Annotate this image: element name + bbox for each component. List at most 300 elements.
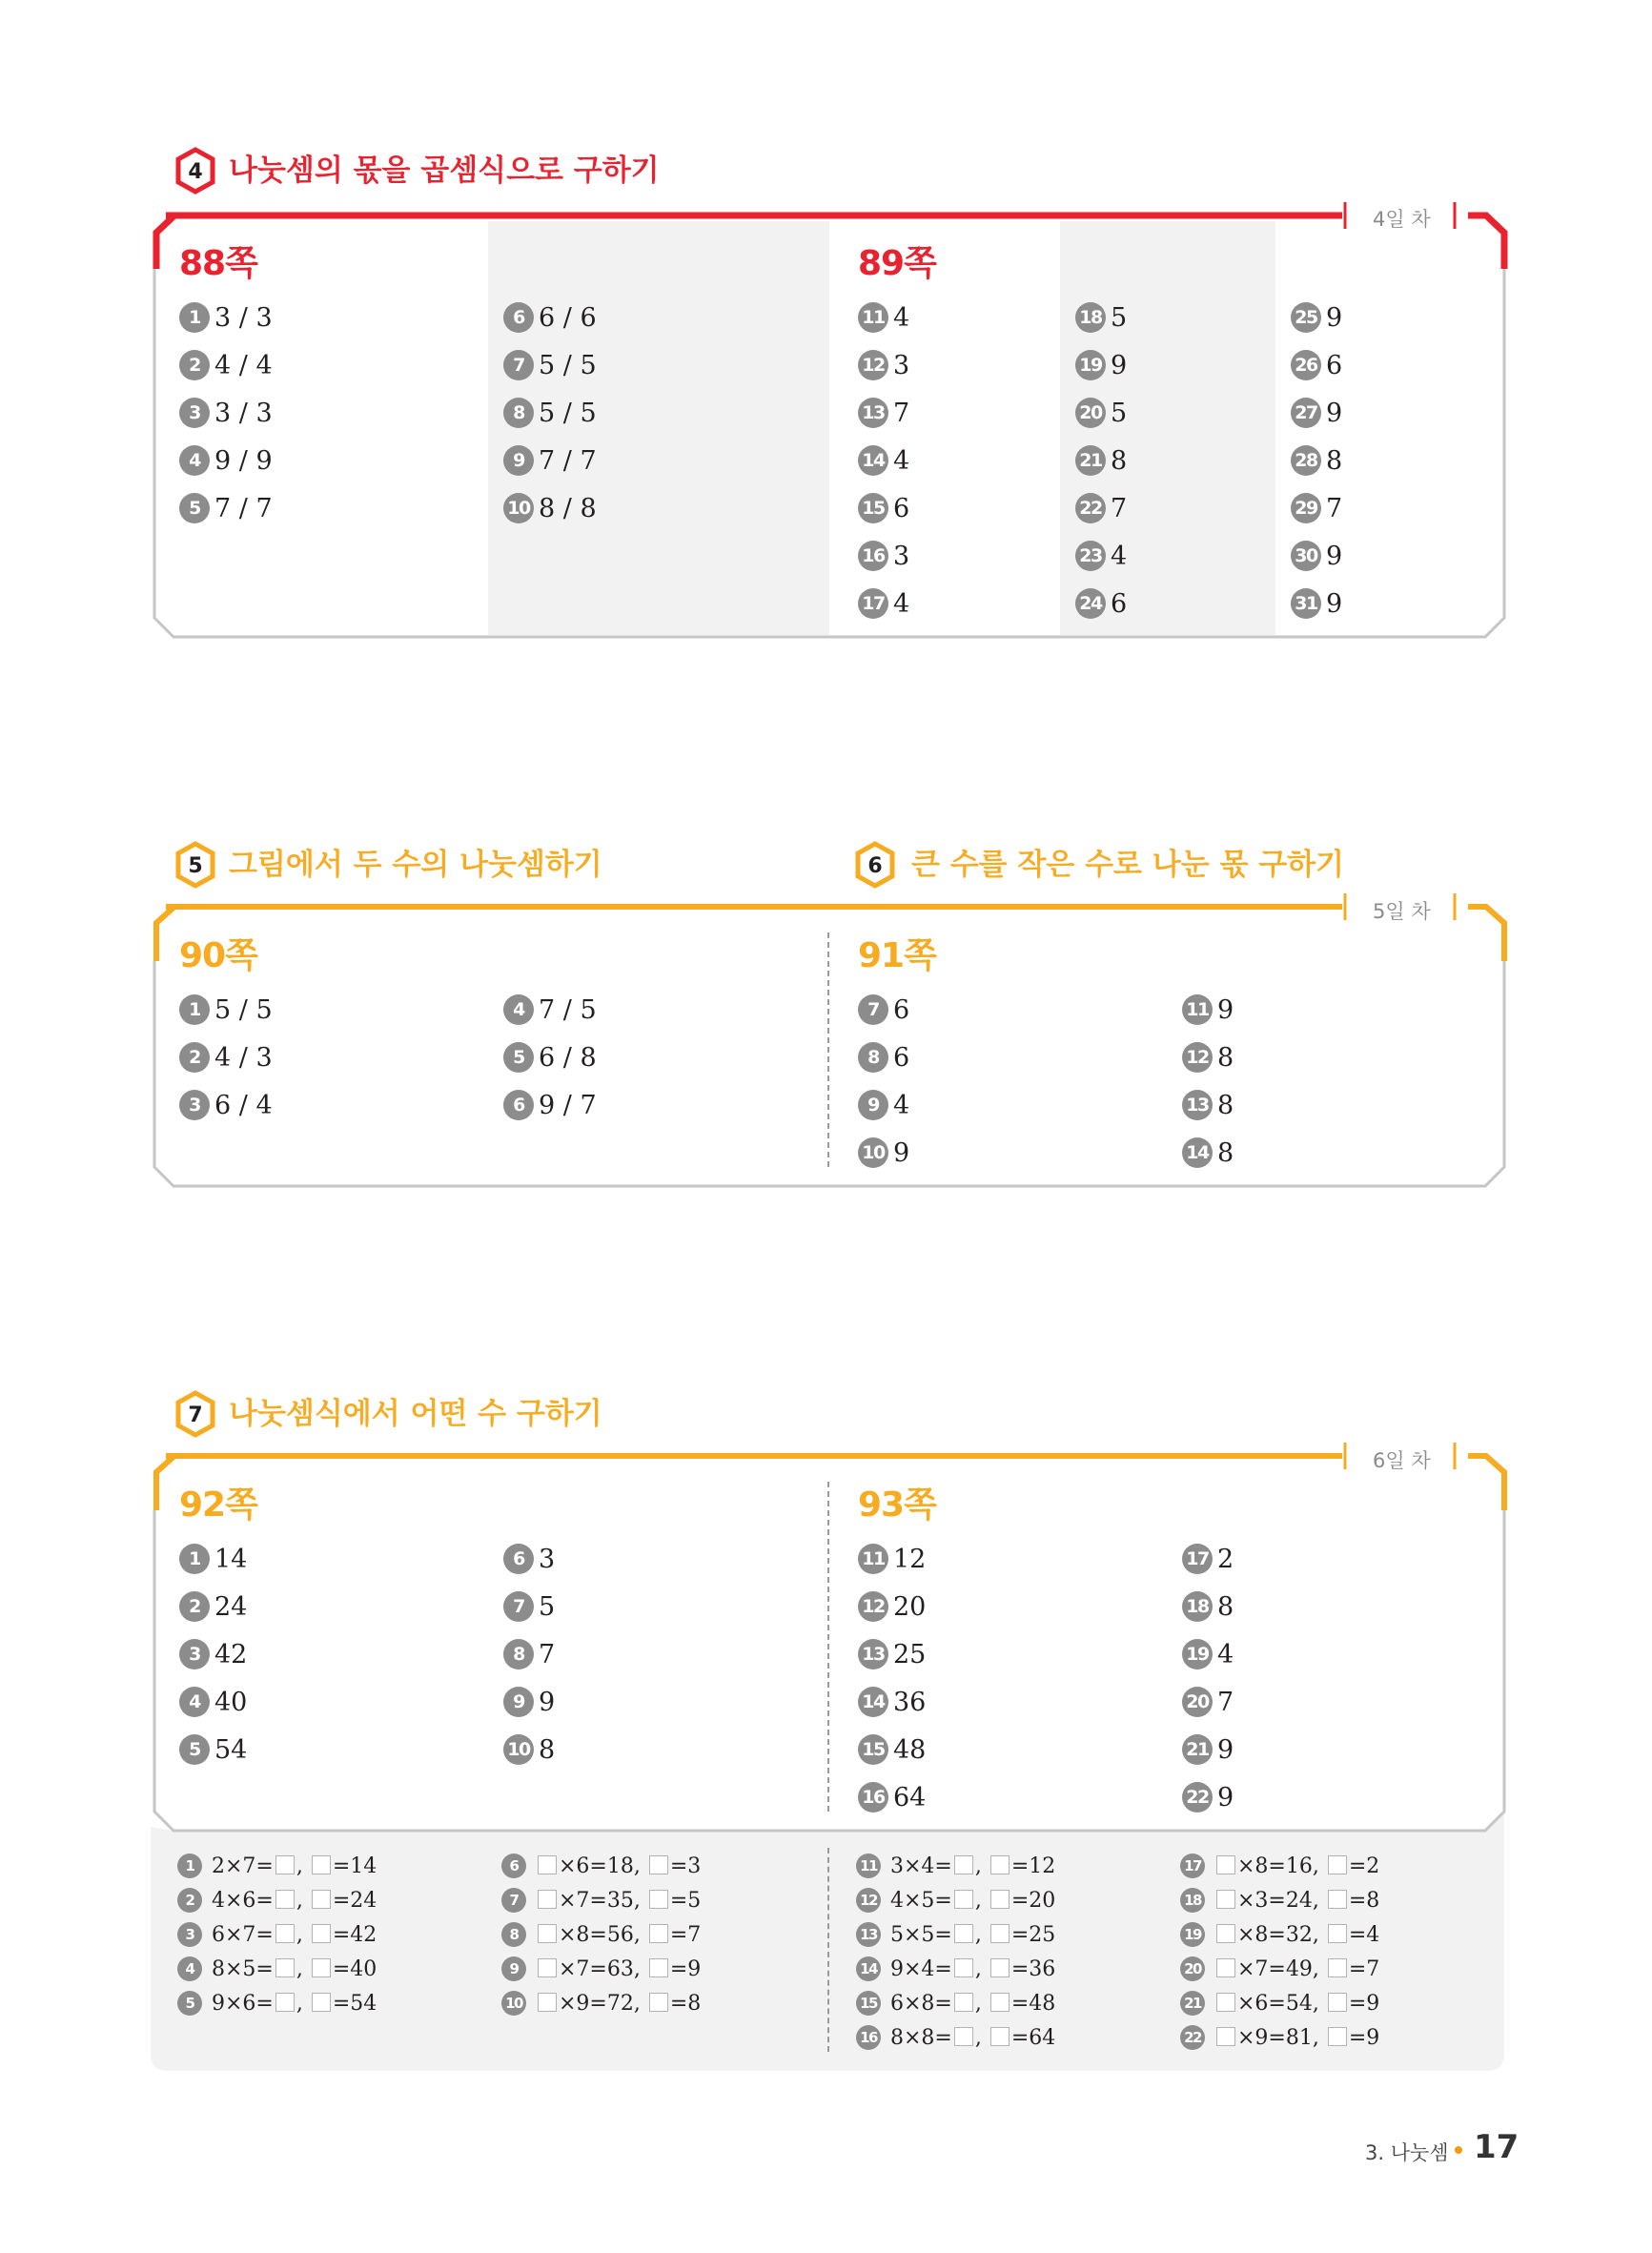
answer-item: [858, 347, 909, 385]
answer-text: 8: [1217, 1138, 1234, 1168]
answer-text: 5: [1111, 303, 1128, 333]
number-badge: 7: [501, 1888, 526, 1913]
section7-number-badge: [174, 1390, 216, 1438]
answer-text: =64: [1010, 2026, 1056, 2050]
blank-box: [1216, 1855, 1235, 1874]
answer-item: [1182, 1135, 1234, 1173]
solution-item: [501, 1953, 701, 1987]
solution-item: [501, 1850, 701, 1884]
section4-day-label: 4일 차: [1373, 208, 1431, 231]
answer-text: 9×6=: [212, 1992, 274, 2016]
answer-item: [503, 1636, 555, 1674]
answer-text: 6: [1111, 589, 1128, 619]
solution-item: [856, 1953, 1055, 1987]
answer-text: 9: [893, 1138, 910, 1168]
answer-text: 9: [1217, 995, 1234, 1025]
answer-item: [179, 1039, 273, 1077]
number-badge: 13: [856, 1922, 881, 1947]
answer-text: 5 / 5: [539, 351, 597, 380]
answer-item: [1182, 1087, 1234, 1125]
number-badge: 6: [503, 1090, 534, 1120]
answer-item: [1075, 538, 1127, 576]
answer-text: 6×7=: [212, 1923, 274, 1947]
answer-text: 9 / 9: [214, 446, 273, 476]
blank-box: [1216, 2027, 1235, 2046]
solution-item: [177, 1884, 377, 1918]
blank-box: [1328, 1993, 1347, 2012]
number-badge: 28: [1291, 445, 1321, 476]
blank-box: [954, 1958, 973, 1977]
answer-text: ×9=72,: [559, 1992, 647, 2016]
answer-item: [503, 490, 597, 528]
answer-item: [858, 1684, 926, 1722]
number-badge: 21: [1075, 445, 1106, 476]
answer-text: ×7=49,: [1237, 1957, 1326, 1981]
answer-text: =8: [1348, 1889, 1380, 1913]
number-badge: 11: [858, 302, 888, 333]
footer-dot: [1455, 2146, 1462, 2154]
answer-text: ×6=54,: [1237, 1992, 1326, 2016]
answer-text: =48: [1010, 1992, 1056, 2016]
number-badge: 5: [179, 1734, 210, 1765]
blank-box: [990, 1855, 1010, 1874]
number-badge: 7: [503, 350, 534, 380]
answer-text: 4: [893, 589, 910, 619]
number-badge: 1: [179, 302, 210, 333]
answer-item: [858, 490, 909, 528]
answer-item: [858, 395, 909, 433]
answer-text: 9: [1326, 542, 1343, 571]
answer-item: [1291, 585, 1342, 624]
answer-item: [179, 299, 273, 338]
number-badge: 12: [858, 1591, 888, 1622]
answer-text: =42: [332, 1923, 377, 1947]
answer-text: 5 / 5: [539, 399, 597, 428]
answer-text: 3 / 3: [214, 399, 273, 428]
answer-text: 8×5=: [212, 1957, 274, 1981]
answer-text: 5: [1111, 399, 1128, 428]
answer-text: ×8=56,: [559, 1923, 647, 1947]
answer-item: [858, 1779, 926, 1817]
answer-text: 9: [1111, 351, 1128, 380]
answer-item: [1182, 1731, 1234, 1770]
blank-box: [312, 1890, 331, 1909]
answer-item: [858, 1731, 926, 1770]
answer-text: =7: [669, 1923, 702, 1947]
answer-item: [179, 395, 273, 433]
answer-item: [1075, 585, 1127, 624]
answer-item: [858, 1636, 926, 1674]
page-90-label: 90쪽: [179, 936, 257, 975]
blank-box: [538, 1855, 557, 1874]
answer-text: ,: [974, 1854, 989, 1878]
answer-item: [1182, 992, 1234, 1030]
blank-box: [649, 1958, 668, 1977]
answer-text: 4: [893, 446, 910, 476]
answer-item: [1182, 1684, 1234, 1722]
blank-box: [1328, 1855, 1347, 1874]
answer-text: 5: [539, 1592, 556, 1622]
number-badge: 2: [179, 1591, 210, 1622]
answer-text: 7 / 7: [539, 446, 597, 476]
section7-day-label: 6일 차: [1373, 1449, 1431, 1472]
answer-text: 4: [1111, 542, 1128, 571]
number-badge: 4: [177, 1956, 202, 1981]
answer-text: ,: [296, 1889, 310, 1913]
number-badge: 12: [858, 350, 888, 380]
blank-box: [275, 1958, 295, 1977]
answer-item: [503, 1087, 597, 1125]
section4-number-badge: [174, 147, 216, 195]
answer-text: 14: [214, 1545, 248, 1574]
answer-item: [1291, 538, 1342, 576]
number-badge: 25: [1291, 302, 1321, 333]
answer-text: 4×6=: [212, 1889, 274, 1913]
answer-text: 8×8=: [890, 2026, 952, 2050]
answer-text: 4: [893, 1091, 910, 1120]
answer-text: ×6=18,: [559, 1854, 647, 1878]
answer-text: ,: [974, 1889, 989, 1913]
answer-item: [179, 1541, 247, 1579]
number-badge: 3: [179, 1639, 210, 1669]
answer-text: 6: [893, 1043, 910, 1073]
blank-box: [954, 1924, 973, 1943]
blank-box: [1328, 1924, 1347, 1943]
number-badge: 7: [858, 994, 888, 1025]
number-badge: 4: [179, 1687, 210, 1717]
number-badge: 10: [858, 1137, 888, 1168]
answer-item: [1182, 1541, 1234, 1579]
solution-item: [177, 1850, 377, 1884]
number-badge: 16: [856, 2025, 881, 2050]
answer-item: [1182, 1039, 1234, 1077]
number-badge: 4: [503, 994, 534, 1025]
answer-text: 3 / 3: [214, 303, 273, 333]
number-badge: 13: [858, 398, 888, 428]
number-badge: 13: [1182, 1090, 1213, 1120]
blank-box: [990, 1958, 1010, 1977]
page-91-label: 91쪽: [858, 936, 936, 975]
number-badge: 22: [1182, 1782, 1213, 1813]
answer-text: ×7=35,: [559, 1889, 647, 1913]
answer-item: [179, 490, 273, 528]
solution-item: [501, 1884, 701, 1918]
solution-item: [177, 1953, 377, 1987]
blank-box: [990, 1993, 1010, 2012]
answer-text: =2: [1348, 1854, 1380, 1878]
number-badge: 14: [1182, 1137, 1213, 1168]
solution-item: [501, 1918, 701, 1953]
svg-text:5: 5: [188, 854, 203, 878]
svg-text:4: 4: [188, 160, 203, 184]
answer-text: 8: [1217, 1091, 1234, 1120]
answer-text: ,: [296, 1923, 310, 1947]
answer-text: =20: [1010, 1889, 1056, 1913]
answer-text: 8: [1111, 446, 1128, 476]
number-badge: 19: [1180, 1922, 1205, 1947]
number-badge: 1: [179, 1544, 210, 1574]
answer-item: [858, 1039, 909, 1077]
number-badge: 9: [501, 1956, 526, 1981]
section4-title: 나눗셈의 몫을 곱셈식으로 구하기: [229, 154, 660, 188]
section7-divider: [827, 1482, 829, 1812]
answer-item: [858, 1135, 909, 1173]
answer-text: 3: [539, 1545, 556, 1574]
number-badge: 5: [179, 493, 210, 523]
answer-text: 8: [1217, 1592, 1234, 1622]
answer-text: 54: [214, 1735, 248, 1765]
answer-text: 8 / 8: [539, 494, 597, 523]
solution-item: [1180, 2021, 1379, 2056]
answer-text: 8: [1217, 1043, 1234, 1073]
answer-text: 6 / 4: [214, 1091, 273, 1120]
answer-text: 4: [1217, 1640, 1234, 1669]
section6-number-badge: [854, 841, 896, 889]
solution-item: [177, 1987, 377, 2021]
answer-text: 9 / 7: [539, 1091, 597, 1120]
svg-text:7: 7: [188, 1403, 203, 1427]
solution-item: [856, 1918, 1055, 1953]
section5-day-label: 5일 차: [1373, 900, 1431, 923]
page-92-label: 92쪽: [179, 1485, 257, 1525]
answer-text: ,: [296, 1854, 310, 1878]
blank-box: [954, 1855, 973, 1874]
answer-item: [503, 1731, 555, 1770]
number-badge: 17: [1182, 1544, 1213, 1574]
answer-item: [1075, 442, 1127, 481]
number-badge: 5: [177, 1991, 202, 2016]
solution-item: [177, 1918, 377, 1953]
number-badge: 31: [1291, 588, 1321, 619]
blank-box: [538, 1993, 557, 2012]
answer-item: [179, 1684, 247, 1722]
number-badge: 12: [856, 1888, 881, 1913]
answer-text: ,: [974, 2026, 989, 2050]
answer-text: 4 / 3: [214, 1043, 273, 1073]
answer-text: 42: [214, 1640, 248, 1669]
svg-text:6: 6: [867, 854, 883, 878]
answer-text: 6: [893, 995, 910, 1025]
solution-item: [856, 1850, 1055, 1884]
footer-chapter: 3. 나눗셈: [1365, 2141, 1449, 2164]
answer-text: ,: [296, 1992, 310, 2016]
answer-text: 7: [1111, 494, 1128, 523]
number-badge: 17: [858, 588, 888, 619]
answer-text: =24: [332, 1889, 377, 1913]
answer-text: 40: [214, 1688, 248, 1717]
answer-text: 7: [1217, 1688, 1234, 1717]
number-badge: 21: [1182, 1734, 1213, 1765]
answer-item: [1075, 299, 1127, 338]
number-badge: 18: [1182, 1591, 1213, 1622]
answer-item: [179, 1087, 273, 1125]
answer-text: 9: [1326, 399, 1343, 428]
number-badge: 7: [503, 1591, 534, 1622]
number-badge: 8: [503, 398, 534, 428]
answer-text: 6×8=: [890, 1992, 952, 2016]
blank-box: [275, 1924, 295, 1943]
answer-text: 4: [893, 303, 910, 333]
number-badge: 9: [503, 1687, 534, 1717]
answer-item: [179, 1636, 247, 1674]
number-badge: 3: [179, 1090, 210, 1120]
number-badge: 4: [179, 445, 210, 476]
number-badge: 6: [503, 302, 534, 333]
answer-item: [1182, 1588, 1234, 1627]
answer-item: [503, 442, 597, 481]
number-badge: 15: [858, 1734, 888, 1765]
number-badge: 9: [503, 445, 534, 476]
number-badge: 14: [858, 445, 888, 476]
number-badge: 24: [1075, 588, 1106, 619]
answer-text: 36: [893, 1688, 927, 1717]
answer-text: 6 / 8: [539, 1043, 597, 1073]
number-badge: 10: [501, 1991, 526, 2016]
answer-text: 2×7=: [212, 1854, 274, 1878]
blank-box: [312, 1924, 331, 1943]
blank-box: [990, 1924, 1010, 1943]
blank-box: [312, 1993, 331, 2012]
answer-text: 5 / 5: [214, 995, 273, 1025]
number-badge: 30: [1291, 541, 1321, 571]
number-badge: 29: [1291, 493, 1321, 523]
blank-box: [538, 1890, 557, 1909]
answer-item: [1182, 1779, 1234, 1817]
answer-text: 9: [1326, 589, 1343, 619]
answer-text: =9: [669, 1957, 702, 1981]
answer-text: =9: [1348, 2026, 1380, 2050]
blank-box: [954, 1993, 973, 2012]
answer-text: 5×5=: [890, 1923, 952, 1947]
solution-item: [856, 1884, 1055, 1918]
answer-text: =12: [1010, 1854, 1056, 1878]
section5-number-badge: [174, 841, 216, 889]
answer-item: [179, 442, 273, 481]
number-badge: 13: [858, 1639, 888, 1669]
answer-text: ,: [974, 1923, 989, 1947]
blank-box: [649, 1890, 668, 1909]
answer-text: ×7=63,: [559, 1957, 647, 1981]
number-badge: 8: [501, 1922, 526, 1947]
number-badge: 3: [177, 1922, 202, 1947]
answer-text: 25: [893, 1640, 927, 1669]
answer-text: =7: [1348, 1957, 1380, 1981]
blank-box: [649, 1993, 668, 2012]
number-badge: 20: [1182, 1687, 1213, 1717]
answer-item: [503, 299, 597, 338]
answer-item: [1291, 347, 1342, 385]
answer-item: [858, 1588, 926, 1627]
answer-text: 4×5=: [890, 1889, 952, 1913]
answer-text: 48: [893, 1735, 927, 1765]
answer-item: [1182, 1636, 1234, 1674]
solution-item: [1180, 1918, 1379, 1953]
page-93-label: 93쪽: [858, 1485, 936, 1525]
blank-box: [275, 1855, 295, 1874]
answer-text: 6 / 6: [539, 303, 597, 333]
blank-box: [312, 1958, 331, 1977]
answer-text: 12: [893, 1545, 927, 1574]
blank-box: [538, 1958, 557, 1977]
answer-text: 9: [1326, 303, 1343, 333]
answer-text: ,: [974, 1992, 989, 2016]
section6-title: 큰 수를 작은 수로 나눈 몫 구하기: [911, 848, 1345, 882]
answer-text: =3: [669, 1854, 702, 1878]
blank-box: [990, 2027, 1010, 2046]
page-number: 17: [1474, 2128, 1519, 2166]
answer-text: =25: [1010, 1923, 1056, 1947]
number-badge: 2: [179, 350, 210, 380]
section7-title: 나눗셈식에서 어떤 수 구하기: [229, 1397, 602, 1431]
blank-box: [312, 1855, 331, 1874]
answer-text: 6: [893, 494, 910, 523]
answer-item: [503, 1541, 555, 1579]
answer-item: [503, 1588, 555, 1627]
number-badge: 2: [179, 1042, 210, 1073]
number-badge: 6: [501, 1854, 526, 1878]
answer-text: ×3=24,: [1237, 1889, 1326, 1913]
number-badge: 27: [1291, 398, 1321, 428]
answer-text: 64: [893, 1783, 927, 1813]
answer-text: =40: [332, 1957, 377, 1981]
answer-text: ×8=16,: [1237, 1854, 1326, 1878]
answer-text: 7: [539, 1640, 556, 1669]
answer-text: =36: [1010, 1957, 1056, 1981]
blank-box: [1328, 1890, 1347, 1909]
answer-item: [1075, 490, 1127, 528]
answer-text: 4 / 4: [214, 351, 273, 380]
blank-box: [1328, 2027, 1347, 2046]
answer-text: ×9=81,: [1237, 2026, 1326, 2050]
answer-item: [858, 538, 909, 576]
answer-item: [179, 992, 273, 1030]
solution-item: [501, 1987, 701, 2021]
answer-item: [858, 585, 909, 624]
answer-item: [1291, 299, 1342, 338]
page-89-label: 89쪽: [858, 244, 936, 283]
blank-box: [1216, 1890, 1235, 1909]
number-badge: 10: [503, 1734, 534, 1765]
number-badge: 17: [1180, 1854, 1205, 1878]
answer-text: 8: [1326, 446, 1343, 476]
answer-item: [858, 1087, 909, 1125]
answer-text: =14: [332, 1854, 377, 1878]
number-badge: 8: [503, 1639, 534, 1669]
blank-box: [649, 1924, 668, 1943]
answer-text: 3: [893, 542, 910, 571]
blank-box: [1216, 1924, 1235, 1943]
blank-box: [954, 1890, 973, 1909]
number-badge: 11: [856, 1854, 881, 1878]
answer-text: =9: [1348, 1992, 1380, 2016]
answer-item: [179, 1731, 247, 1770]
number-badge: 1: [179, 994, 210, 1025]
blank-box: [649, 1855, 668, 1874]
answer-item: [858, 299, 909, 338]
answer-item: [503, 992, 597, 1030]
answer-text: 20: [893, 1592, 927, 1622]
answer-text: 7: [893, 399, 910, 428]
number-badge: 26: [1291, 350, 1321, 380]
blank-box: [990, 1890, 1010, 1909]
answer-item: [179, 347, 273, 385]
answer-text: 8: [539, 1735, 556, 1765]
answer-item: [1291, 395, 1342, 433]
section5-divider: [827, 932, 829, 1167]
answer-item: [858, 992, 909, 1030]
answer-item: [179, 1588, 247, 1627]
blank-box: [1216, 1958, 1235, 1977]
